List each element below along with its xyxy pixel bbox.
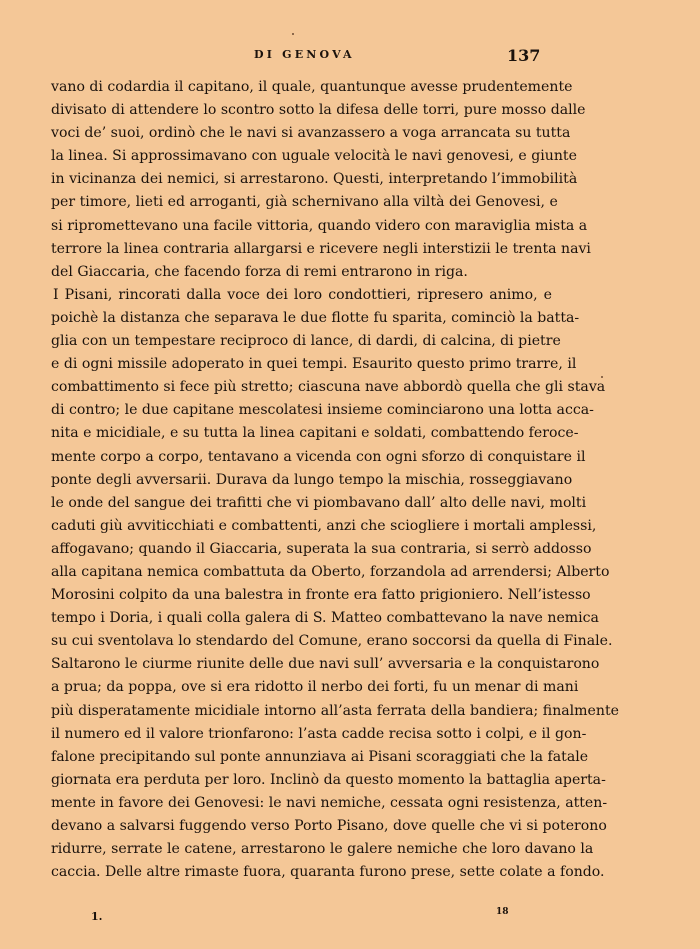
text-line: voci de’ suoi, ordinò che le navi si avanzassero a voga arrancata su tutta (51, 125, 571, 142)
text-line: mente in favore dei Genovesi: le navi nemiche, cessata ogni resistenza, atten- (51, 794, 608, 811)
text-line: più disperatamente micidiale intorno all’asta ferrata della bandiera; finalmente (51, 702, 619, 719)
text-line: il numero ed il valore trionfarono: l’asta cadde recisa sotto i colpi, e il gon- (51, 725, 587, 742)
text-line: affogavano; quando il Giaccaria, superata la sua contraria, si serrò addosso (51, 540, 592, 557)
text-line: e di ogni missile adoperato in quei tempi. Esaurito questo primo trarre, il (51, 356, 577, 373)
text-line: giornata era perduta per loro. Inclinò da questo momento la battaglia aperta- (51, 771, 606, 788)
text-line: tempo i Doria, i quali colla galera di S. Matteo combattevano la nave nemica (51, 610, 599, 627)
body-text (51, 76, 619, 884)
text-line: Saltarono le ciurme riunite delle due navi sull’ avversaria e la conquistarono (51, 656, 600, 673)
text-line: si ripromettevano una facile vittoria, quando videro con maraviglia mista a (51, 217, 588, 234)
text-line: glia con un tempestare reciproco di lance, di dardi, di calcina, di pietre (51, 333, 561, 350)
text-line: terrore la linea contraria allargarsi e ricevere negli interstizii le trenta navi (51, 240, 591, 257)
paper-speck (601, 376, 603, 378)
text-line: combattimento si fece più stretto; ciascuna nave abbordò quella che gli stava (51, 379, 606, 396)
text-line: caduti giù avviticchiati e combattenti, anzi che sciogliere i mortali amplessi, (51, 517, 597, 534)
page-number: 137 (507, 46, 541, 65)
text-line: ridurre, serrate le catene, arrestarono le galere nemiche che loro davano la (51, 841, 594, 858)
running-head: DI GENOVA (254, 48, 355, 61)
text-line: devano a salvarsi fuggendo verso Porto Pisano, dove quelle che vi si poterono (51, 818, 607, 834)
text-line: poichè la distanza che separava le due flotte fu sparita, cominciò la batta- (51, 309, 580, 326)
text-line: caccia. Delle altre rimaste fuora, quaranta furono prese, sette colate a fondo. (51, 864, 605, 881)
text-line: di contro; le due capitane mescolatesi insieme cominciarono una lotta acca- (51, 402, 594, 419)
text-line: nita e micidiale, e su tutta la linea capitani e soldati, combattendo feroce- (51, 425, 579, 442)
text-line: divisato di attendere lo scontro sotto la difesa delle torri, pure mosso dalle (51, 102, 586, 119)
text-line: mente corpo a corpo, tentavano a vicenda con ogni sforzo di conquistare il (51, 448, 586, 465)
text-line: Morosini colpito da una balestra in fronte era fatto prigioniero. Nell’istesso (51, 587, 591, 604)
paragraph-start-line: I Pisani, rincorati dalla voce dei loro condottieri, ripresero animo, e (53, 286, 552, 303)
paragraph-end-line: del Giaccaria, che facendo forza di remi entrarono in riga. (51, 263, 468, 280)
text-line: falone precipitando sul ponte annunziava ai Pisani scoraggiati che la fatale (51, 748, 589, 765)
gathering-number: 18 (496, 907, 509, 917)
text-line: alla capitana nemica combattuta da Oberto, forzandola ad arrendersi; Alberto (51, 563, 610, 580)
text-line: a prua; da poppa, ove si era ridotto il nerbo dei forti, fu un menar di mani (51, 679, 579, 696)
text-line: vano di codardia il capitano, il quale, quantunque avesse prudentemente (51, 79, 573, 95)
text-line: in vicinanza dei nemici, si arrestarono. Questi, interpretando l’immobilità (51, 171, 578, 188)
signature-mark: 1. (91, 910, 103, 923)
paper-speck (292, 33, 294, 35)
text-line: le onde del sangue dei trafitti che vi piombavano dall’ alto delle navi, molti (51, 494, 587, 511)
text-line: ponte degli avversarii. Durava da lungo tempo la mischia, rosseggiavano (51, 471, 573, 488)
text-line: per timore, lieti ed arroganti, già schernivano alla viltà dei Genovesi, e (51, 194, 558, 211)
text-line: la linea. Si approssimavano con uguale velocità le navi genovesi, e giunte (51, 148, 577, 165)
text-line: su cui sventolava lo stendardo del Comune, erano soccorsi da quella di Finale. (51, 633, 613, 650)
